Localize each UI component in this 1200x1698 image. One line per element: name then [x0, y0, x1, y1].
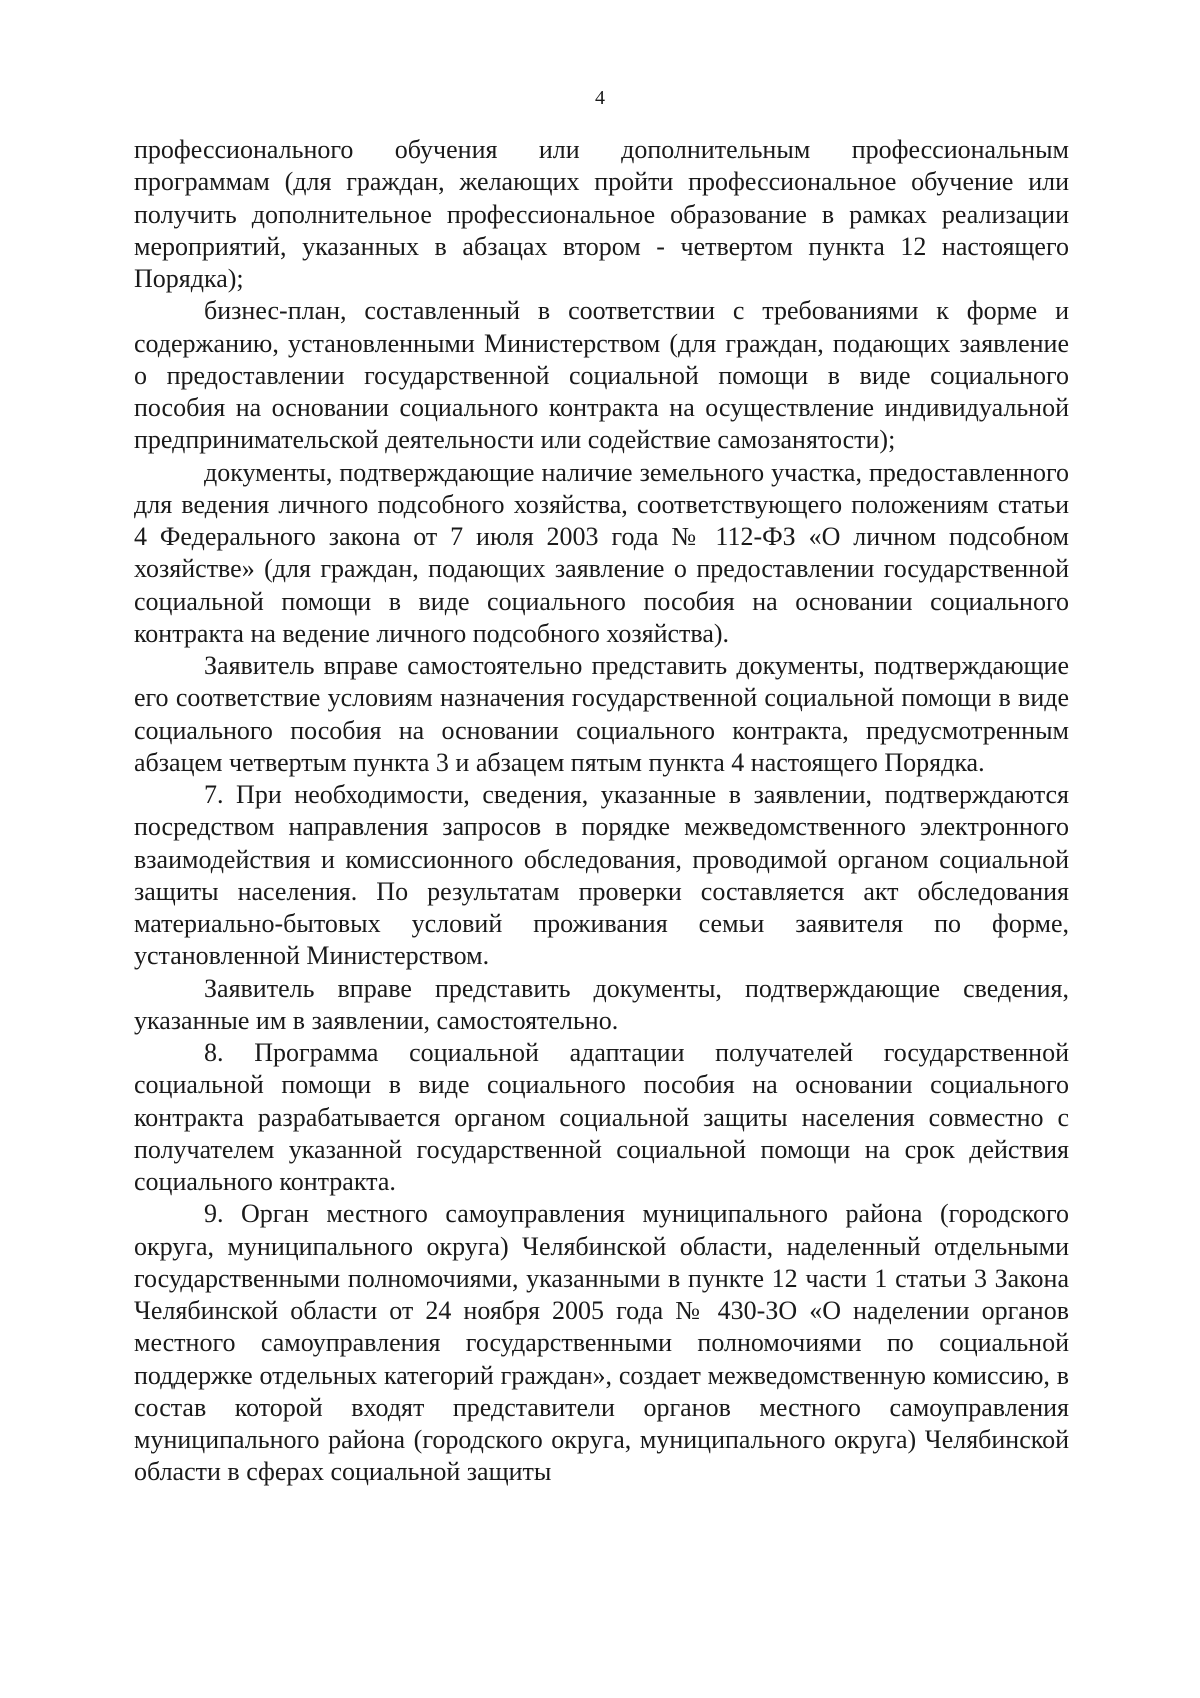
document-body	[134, 134, 1069, 1489]
paragraph-item-7: 7. При необходимости, сведения, указанные в заявлении, подтверждаются посредством направления запросов в порядке межведомственного электронного взаимодействия и комиссионного обследования, проводимой органом социальной защиты населения. По результатам проверки составляется акт обследования материально-бытовых условий проживания семьи заявителя по форме, установленной Министерством.	[134, 780, 1069, 971]
paragraph-business-plan: бизнес-план, составленный в соответствии с требованиями к форме и содержанию, установленными Министерством (для граждан, подающих заявление о предоставлении государственной социальной помощи в виде социального пособия на основании социального контракта на осуществление индивидуальной предпринимательской деятельности или содействие самозанятости);	[134, 296, 1069, 455]
page-number: 4	[595, 87, 605, 109]
paragraph-land-documents: документы, подтверждающие наличие земельного участка, предоставленного для ведения личного подсобного хозяйства, соответствующего положениям статьи 4 Федерального закона от 7 июля 2003 года № 112-ФЗ «О личном подсобном хозяйстве» (для граждан, подающих заявление о предоставлении государственной социальной помощи в виде социального пособия на основании социального контракта на ведение личного подсобного хозяйства).	[134, 457, 1069, 648]
paragraph-applicant-documents: Заявитель вправе представить документы, подтверждающие сведения, указанные им в заявлении, самостоятельно.	[134, 973, 1069, 1035]
paragraph-continuation: профессионального обучения или дополнительным профессиональным программам (для граждан, желающих пройти профессиональное обучение или получить дополнительное профессиональное образование в рамках реализации мероприятий, указанных в абзацах втором - четвертом пункта 12 настоящего Порядка);	[134, 135, 1069, 293]
paragraph-applicant-right: Заявитель вправе самостоятельно представить документы, подтверждающие его соответствие условиям назначения государственной социальной помощи в виде социального пособия на основании социального контракта, предусмотренным абзацем четвертым пункта 3 и абзацем пятым пункта 4 настоящего Порядка.	[134, 651, 1069, 777]
paragraph-item-8: 8. Программа социальной адаптации получателей государственной социальной помощи в виде социального пособия на основании социального контракта разрабатывается органом социальной защиты населения совместно с получателем указанной государственной социальной помощи на срок действия социального контракта.	[134, 1038, 1069, 1196]
paragraph-item-9: 9. Орган местного самоуправления муниципального района (городского округа, муниципального округа) Челябинской области, наделенный отдельными государственными полномочиями, указанными в пункте 12 части 1 статьи 3 Закона Челябинской области от 24 ноября 2005 года № 430-ЗО «О наделении органов местного самоуправления государственными полномочиями по социальной поддержке отдельных категорий граждан», создает межведомственную комиссию, в состав которой входят представители органов местного самоуправления муниципального района (городского округа, муниципального округа) Челябинской области в сферах социальной защиты	[134, 1199, 1069, 1487]
